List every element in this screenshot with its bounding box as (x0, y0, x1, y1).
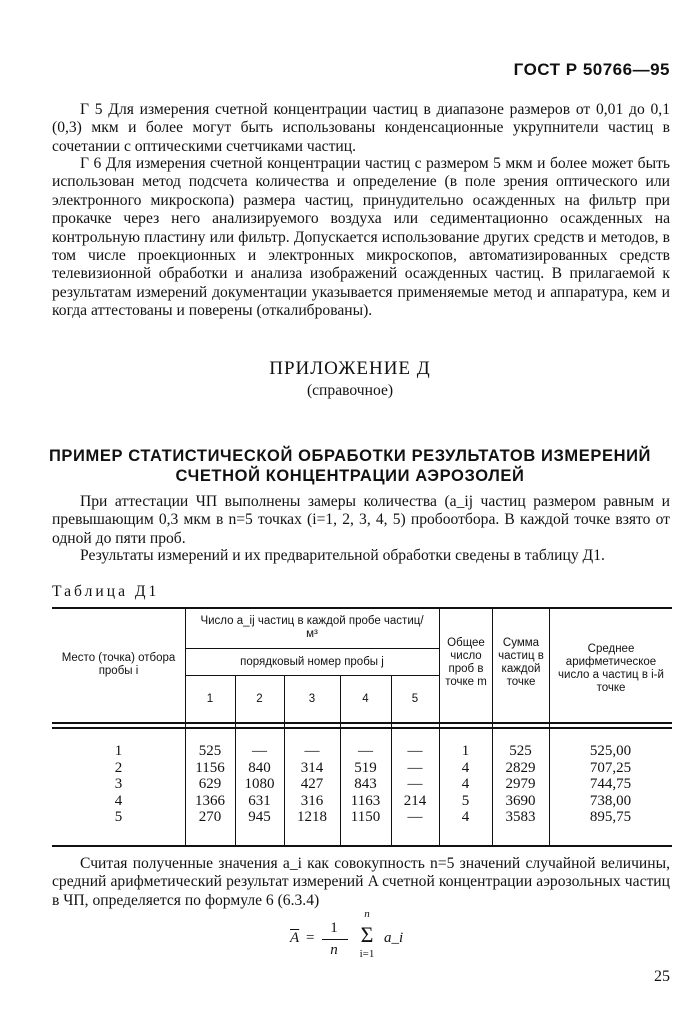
paragraph-results: Результаты измерений и их предварительной обработки сведены в таблицу Д1. (80, 547, 605, 564)
appendix-title: ПРИЛОЖЕНИЕ Д (269, 358, 431, 379)
header-place: Место (точка) отбора пробы i (61, 652, 176, 677)
page-number: 25 (654, 968, 670, 985)
header-sample-no: порядковый номер пробы j (240, 656, 384, 668)
col-s4 (340, 743, 391, 826)
header-count-group: Число a_ij частиц в каждой пробе частиц/м³ (200, 615, 424, 640)
cell-sum: 525 (509, 743, 532, 759)
cell-mean: 738,00 (589, 792, 632, 809)
cell-i: 3 (114, 776, 123, 792)
cell-s1: 629 (198, 776, 222, 792)
cell-s5: 214 (403, 792, 427, 809)
cell-s5: — (407, 759, 423, 776)
cell-mean: 895,75 (589, 809, 632, 825)
cell-m: 4 (461, 776, 470, 792)
cell-mean: 525,00 (589, 743, 632, 759)
formula-sum-symbol: Σ (360, 922, 374, 947)
cell-s1: 1366 (195, 792, 225, 809)
cell-s2: 840 (248, 759, 271, 776)
cell-s2: 1080 (244, 776, 275, 792)
cell-s2: — (252, 743, 267, 759)
cell-s5: — (407, 809, 423, 825)
cell-sum: 2829 (505, 759, 536, 776)
formula-sum-bottom: i=1 (359, 948, 375, 960)
col-mean (549, 743, 672, 826)
formula-term: a_i (384, 930, 404, 946)
cell-i: 4 (114, 792, 123, 809)
cell-s2: 945 (248, 809, 271, 825)
formula-num: 1 (330, 920, 338, 936)
paragraph-intro: При аттестации ЧП выполнены замеры количества (a_ij частиц размером равным и превышающим 0,3 мкм в n=5 точках (i=1, 2, 3, 4, 5) пробоотбора. В каждой точке взято от одной до пяти проб. (52, 493, 670, 547)
col-s1 (185, 743, 235, 826)
cell-s5: — (407, 743, 423, 759)
paragraph-after-table: Считая полученные значения a_i как совокупность n=5 значений случайной величины, средний арифметический результат измерений A счетной концентрации аэрозольных частиц в ЧП, определяется по формуле 6 (6.3.4) (52, 855, 670, 909)
cell-s4: 1150 (350, 809, 381, 825)
appendix-subtitle: (справочное) (306, 382, 394, 399)
section-title: ПРИМЕР СТАТИСТИЧЕСКОЙ ОБРАБОТКИ РЕЗУЛЬТАТОВ ИЗМЕРЕНИЙ СЧЕТНОЙ КОНЦЕНТРАЦИИ АЭРОЗОЛЕЙ (48, 447, 652, 485)
table-d1 (52, 607, 672, 846)
formula-mean (290, 908, 440, 972)
cell-s3: 314 (300, 759, 324, 776)
cell-sum: 2979 (505, 776, 536, 792)
col-s3 (284, 743, 340, 826)
cell-s3: 316 (300, 792, 324, 809)
formula-fraction-bar (322, 939, 348, 940)
header-sample-4: 4 (362, 693, 369, 705)
header-sample-3: 3 (308, 693, 316, 705)
cell-s1: 1156 (195, 759, 225, 776)
cell-s4: 519 (354, 759, 377, 776)
col-s2 (235, 743, 284, 826)
header-sample-1: 1 (206, 693, 214, 705)
cell-m: 1 (461, 743, 470, 759)
cell-s4: 843 (354, 776, 377, 792)
cell-s2: 631 (248, 792, 271, 809)
table-caption: Таблица Д1 (52, 583, 160, 600)
header-total: Общее число проб в точке m (445, 637, 487, 688)
cell-s3: 1218 (297, 809, 327, 825)
cell-i: 2 (114, 759, 123, 776)
formula-eq: = (306, 930, 315, 946)
paragraph-g5: Г 5 Для измерения счетной концентрации частиц в диапазоне размеров от 0,01 до 0,1 (0,3) мкм и более могут быть использованы конденсационные укрупнители частиц в сочетании с оптическими счетчиками частиц. (52, 101, 670, 155)
cell-s5: — (407, 776, 423, 792)
cell-s3: 427 (300, 776, 324, 792)
cell-m: 4 (461, 759, 470, 776)
header-mean: Среднее арифметическое число a частиц в i-й точке (558, 643, 664, 694)
cell-mean: 744,75 (589, 776, 632, 792)
formula-lhs: $\overline{A}$ (290, 930, 300, 946)
cell-s4: 1163 (350, 792, 381, 809)
cell-m: 5 (461, 792, 470, 809)
col-s5 (391, 743, 439, 826)
formula-den: n (330, 942, 338, 958)
header-sample-2: 2 (256, 693, 263, 705)
cell-mean: 707,25 (589, 759, 632, 776)
header-sample-5: 5 (411, 693, 419, 705)
cell-i: 1 (114, 743, 123, 759)
cell-sum: 3690 (505, 792, 536, 809)
header-sum: Сумма частиц в каждой точке (498, 637, 544, 688)
cell-s4: — (358, 743, 373, 759)
col-sum (492, 743, 549, 826)
cell-i: 5 (114, 809, 123, 825)
gost-header: ГОСТ Р 50766—95 (513, 60, 670, 79)
cell-s1: 525 (198, 743, 222, 759)
cell-s1: 270 (198, 809, 222, 825)
cell-m: 4 (461, 809, 470, 825)
col-total (439, 743, 492, 826)
formula-sum-top: n (364, 908, 370, 920)
col-place (52, 743, 185, 826)
paragraph-g6: Г 6 Для измерения счетной концентрации частиц с размером 5 мкм и более может быть использован метод подсчета количества и определение (в поле зрения оптического или электронного микроскопа) размера частиц, принудительно осажденных на фильтр при прокачке через него анализируемого воздуха или седиментационно осажденных на контрольную пластину или фильтр. Допускается использование других средств и методов, в том числе проекционных и электронных микроскопов, автоматизированных средств телевизионной обработки и анализа изображений осажденных частиц. В прилагаемой к результатам измерений документации указывается применяемые метод и аппаратура, кем и когда аттестованы и поверены (откалиброваны). (52, 155, 670, 320)
cell-s3: — (304, 743, 320, 759)
cell-sum: 3583 (505, 809, 536, 825)
